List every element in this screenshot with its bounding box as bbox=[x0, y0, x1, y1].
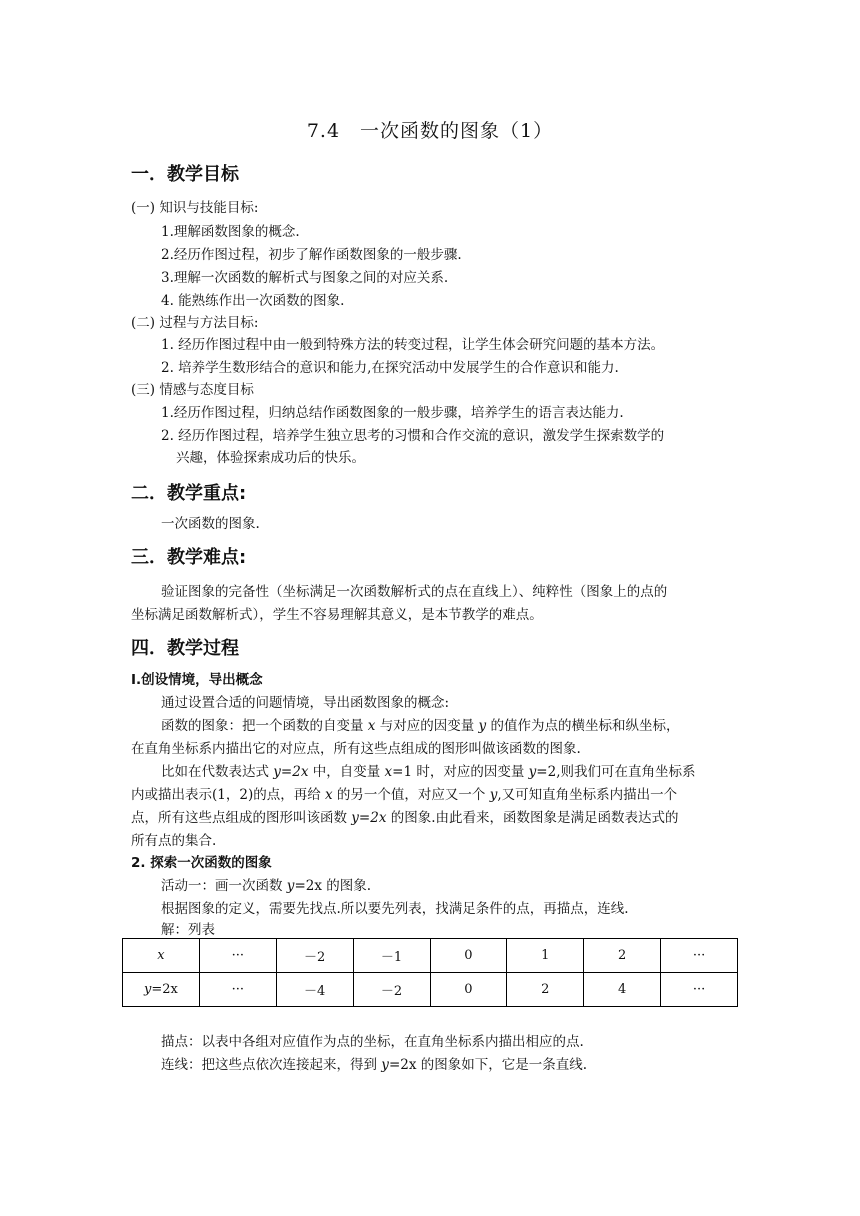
table-cell: 4 bbox=[584, 973, 661, 1007]
table-cell: ··· bbox=[199, 973, 276, 1007]
goal-item: 3.理解一次函数的解析式与图象之间的对应关系. bbox=[161, 270, 449, 286]
plot-step-line: 描点：以表中各组对应值作为点的坐标，在直角坐标系内描出相应的点. bbox=[161, 1034, 584, 1050]
goal-item-continuation: 兴趣，体验探索成功后的快乐。 bbox=[176, 450, 365, 466]
process-step-heading: 2. 探索一次函数的图象 bbox=[131, 855, 272, 871]
process-intro: 通过设置合适的问题情境，导出函数图象的概念: bbox=[161, 695, 450, 711]
table-row bbox=[123, 939, 738, 973]
document-title: 7.4 一次函数的图象（1） bbox=[306, 120, 554, 142]
example-line: 点，所有这些点组成的图形叫该函数 y=2x 的图象.由此看来，函数图象是满足函数表达式的 bbox=[131, 810, 679, 826]
goal-heading-process: (二) 过程与方法目标: bbox=[131, 315, 259, 331]
table-cell-header: y=2x bbox=[123, 973, 200, 1007]
table-cell: 0 bbox=[430, 973, 507, 1007]
connect-step-line: 连线：把这些点依次连接起来，得到 y=2x 的图象如下，它是一条直线. bbox=[161, 1057, 588, 1073]
goal-item: 2. 经历作图过程，培养学生独立思考的习惯和合作交流的意识，激发学生探索数学的 bbox=[161, 428, 665, 444]
goal-item: 1. 经历作图过程中由一般到特殊方法的转变过程，让学生体会研究问题的基本方法。 bbox=[161, 337, 665, 353]
example-line: 内或描出表示(1，2)的点，再给 x 的另一个值，对应又一个 y,又可知直角坐标系内描出一个 bbox=[131, 787, 678, 803]
difficulty-line: 坐标满足函数解析式），学生不容易理解其意义，是本节教学的难点。 bbox=[131, 607, 543, 623]
table-cell: 0 bbox=[430, 939, 507, 973]
goal-heading-attitude: (三) 情感与态度目标 bbox=[131, 382, 254, 398]
example-line: 所有点的集合. bbox=[131, 833, 217, 849]
table-cell: ··· bbox=[199, 939, 276, 973]
goal-heading-knowledge: (一) 知识与技能目标: bbox=[131, 200, 259, 216]
table-cell: －4 bbox=[276, 973, 353, 1007]
table-cell: ··· bbox=[661, 939, 738, 973]
section-heading-key-point: 二．教学重点: bbox=[131, 483, 247, 504]
section-heading-goals: 一．教学目标 bbox=[131, 164, 239, 185]
table-cell: －2 bbox=[276, 939, 353, 973]
goal-item: 2.经历作图过程，初步了解作函数图象的一般步骤. bbox=[161, 247, 462, 263]
key-point-text: 一次函数的图象. bbox=[161, 516, 260, 532]
definition-line: 函数的图象：把一个函数的自变量 x 与对应的因变量 y 的值作为点的横坐标和纵坐标， bbox=[161, 718, 680, 734]
solution-label: 解：列表 bbox=[161, 922, 215, 938]
goal-item: 1.经历作图过程，归纳总结作函数图象的一般步骤，培养学生的语言表达能力. bbox=[161, 405, 624, 421]
goal-item: 2. 培养学生数形结合的意识和能力,在探究活动中发展学生的合作意识和能力. bbox=[161, 360, 619, 376]
table-cell: －1 bbox=[353, 939, 430, 973]
difficulty-line: 验证图象的完备性（坐标满足一次函数解析式的点在直线上）、纯粹性（图象上的点的 bbox=[161, 584, 668, 600]
section-heading-process: 四．教学过程 bbox=[131, 638, 239, 659]
table-cell: 2 bbox=[584, 939, 661, 973]
table-cell: 1 bbox=[507, 939, 584, 973]
steps-line: 根据图象的定义，需要先找点.所以要先列表，找满足条件的点，再描点，连线. bbox=[161, 901, 629, 917]
goal-item: 1.理解函数图象的概念. bbox=[161, 224, 300, 240]
definition-line: 在直角坐标系内描出它的对应点，所有这些点组成的图形叫做该函数的图象. bbox=[131, 741, 581, 757]
process-step-heading: Ⅰ.创设情境，导出概念 bbox=[131, 672, 263, 688]
table-row bbox=[123, 973, 738, 1007]
table-cell: 2 bbox=[507, 973, 584, 1007]
table-cell-header: x bbox=[123, 939, 200, 973]
table-cell: ··· bbox=[661, 973, 738, 1007]
goal-item: 4. 能熟练作出一次函数的图象. bbox=[161, 293, 345, 309]
table-cell: －2 bbox=[353, 973, 430, 1007]
example-line: 比如在代数表达式 y=2x 中，自变量 x=1 时，对应的因变量 y=2,则我们可在直角坐标系 bbox=[161, 764, 696, 780]
activity-line: 活动一：画一次函数 y=2x 的图象. bbox=[161, 878, 372, 894]
value-table bbox=[122, 938, 738, 1007]
section-heading-difficulty: 三．教学难点: bbox=[131, 547, 247, 568]
